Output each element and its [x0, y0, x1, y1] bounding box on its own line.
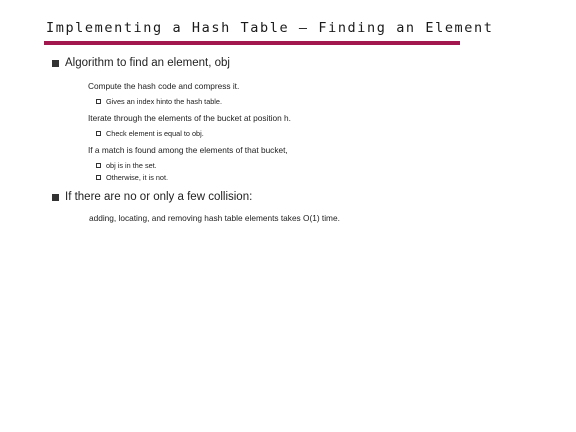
box-bullet-icon — [96, 175, 101, 180]
sub-bullet-otherwise-text: Otherwise, it is not. — [106, 173, 169, 182]
box-bullet-icon — [96, 99, 101, 104]
bullet-collision-text: If there are no or only a few collision: — [65, 191, 253, 203]
step-match: If a match is found among the elements of that bucket, — [88, 145, 288, 155]
bullet-algorithm — [52, 57, 230, 69]
conclusion-text: adding, locating, and removing hash table elements takes O(1) time. — [89, 213, 340, 223]
slide-title: Implementing a Hash Table – Finding an Element — [46, 20, 494, 36]
sub-bullet-in-set-text: obj is in the set. — [106, 161, 157, 170]
step-iterate: Iterate through the elements of the bucket at position h. — [88, 113, 291, 123]
square-bullet-icon — [52, 60, 59, 67]
sub-bullet-in-set — [96, 161, 157, 170]
box-bullet-icon — [96, 131, 101, 136]
square-bullet-icon — [52, 194, 59, 201]
title-underline — [44, 41, 460, 45]
bullet-collision — [52, 191, 252, 203]
sub-bullet-index — [96, 97, 222, 106]
box-bullet-icon — [96, 163, 101, 168]
bullet-algorithm-text: Algorithm to find an element, obj — [65, 57, 230, 69]
sub-bullet-index-text: Gives an index hinto the hash table. — [106, 97, 223, 106]
sub-bullet-check — [96, 129, 204, 138]
sub-bullet-check-text: Check element is equal to obj. — [106, 129, 204, 138]
step-compute: Compute the hash code and compress it. — [88, 81, 240, 91]
sub-bullet-otherwise — [96, 173, 168, 182]
